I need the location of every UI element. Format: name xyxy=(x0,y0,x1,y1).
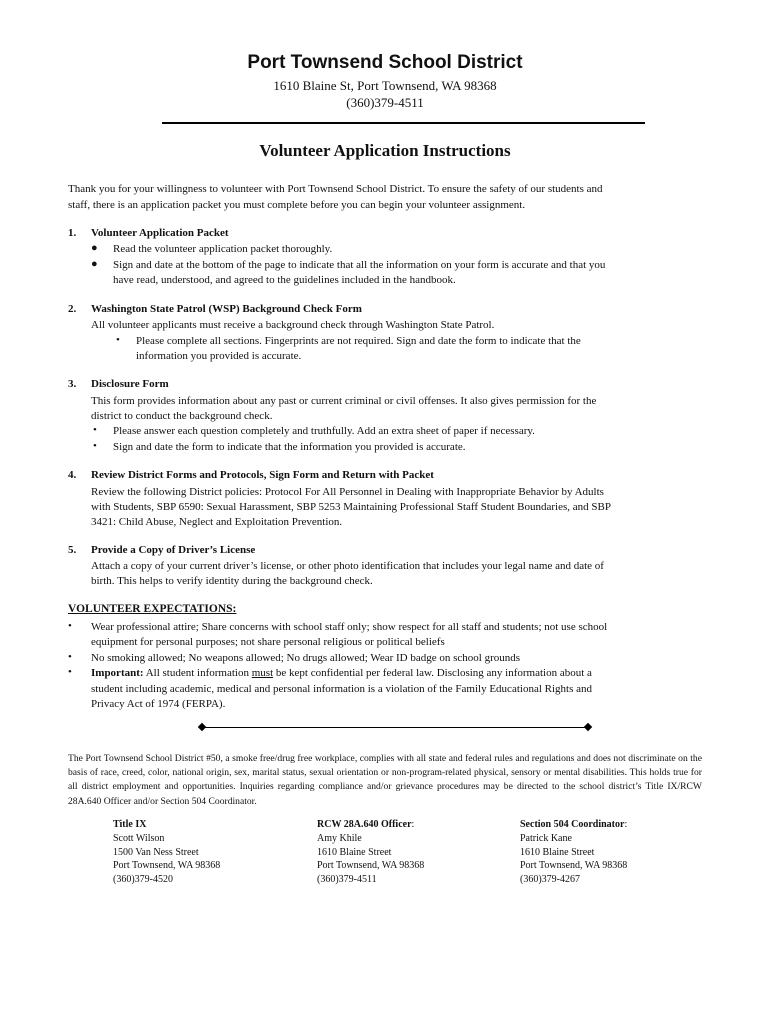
contact-street: 1610 Blaine Street xyxy=(520,846,595,858)
diamond-icon xyxy=(584,723,592,731)
section-4-body-1: Review the following District policies: Protocol For All Personnel in Dealing with Inappropriate Behavior by Adults xyxy=(91,486,604,498)
expectation-1: Wear professional attire; Share concerns with school staff only; show respect for all staff and students; not use school xyxy=(91,621,608,633)
contact-phone: (360)379-4520 xyxy=(113,874,173,886)
contact-name: Patrick Kane xyxy=(520,832,572,844)
section-3-bullet-2: Sign and date the form to indicate that the information you provided is accurate. xyxy=(113,441,466,453)
page-title: Volunteer Application Instructions xyxy=(259,141,511,160)
expectation-3-cont-1: student including academic, medical and personal information is a violation of the Family Educational Rights and xyxy=(91,683,592,695)
section-1-bullet-2: Sign and date at the bottom of the page to indicate that all the information on your form is accurate and that you xyxy=(113,259,606,271)
section-2-body: All volunteer applicants must receive a background check through Washington State Patrol. xyxy=(91,319,495,331)
intro-line-2: staff, there is an application packet you must complete before you can begin your volunteer assignment. xyxy=(68,199,526,211)
section-3-heading: Disclosure Form xyxy=(91,378,169,390)
section-5-heading: Provide a Copy of Driver’s License xyxy=(91,544,256,556)
section-1-number: 1. xyxy=(68,227,77,239)
section-5-body-2: birth. This helps to verify identity during the background check. xyxy=(91,575,373,587)
bullet-icon: ● xyxy=(91,258,98,270)
contact-name: Amy Khile xyxy=(317,832,362,844)
section-4-number: 4. xyxy=(68,469,77,481)
bullet-icon: • xyxy=(116,334,120,346)
contact-title: Section 504 Coordinator: xyxy=(520,819,628,830)
section-5-number: 5. xyxy=(68,544,77,556)
intro-line-1: Thank you for your willingness to volunteer with Port Townsend School District. To ensure the safety of our students and xyxy=(68,183,603,195)
section-1-bullet-1: Read the volunteer application packet thoroughly. xyxy=(113,243,333,255)
district-address: 1610 Blaine St, Port Townsend, WA 98368 xyxy=(273,78,497,93)
expectations-heading: VOLUNTEER EXPECTATIONS: xyxy=(68,603,237,615)
bullet-icon: • xyxy=(68,651,72,663)
contact-phone: (360)379-4267 xyxy=(520,874,580,886)
district-phone: (360)379-4511 xyxy=(346,95,424,110)
contact-section-504 xyxy=(520,818,627,887)
contact-title: Title IX xyxy=(113,819,147,830)
district-name: Port Townsend School District xyxy=(247,52,523,73)
expectation-1-cont: equipment for personal purposes; not share personal religious or political beliefs xyxy=(91,636,445,648)
contact-street: 1610 Blaine Street xyxy=(317,846,392,858)
bullet-icon: • xyxy=(68,620,72,632)
section-2-number: 2. xyxy=(68,303,77,315)
nondiscrimination-notice: The Port Townsend School District #50, a smoke free/drug free workplace, complies with all state and federal rules and regulations and does not discriminate on the basis of race, creed, color, national origin, sex, marital status, sexual orientation or non-program-related physical, sensory or mental disabilities. This holds true for all district employment and opportunities. Inquiries regarding compliance and/or grievance procedures may be directed to the school district’s Title IX/RCW 28A.640 Officer and/or Section 504 Coordinator. xyxy=(68,753,702,807)
contact-city: Port Townsend, WA 98368 xyxy=(317,860,425,872)
section-4-body-2: with Students, SBP 6590: Sexual Harassment, SBP 5253 Maintaining Professional Staff Student Boundaries, and SBP xyxy=(91,501,611,513)
bullet-icon: • xyxy=(93,424,97,436)
section-divider xyxy=(202,727,588,728)
contact-title-ix xyxy=(113,818,220,887)
section-3-number: 3. xyxy=(68,378,77,390)
section-3-body-2: district to conduct the background check. xyxy=(91,410,273,422)
section-1-bullet-2-cont: have read, understood, and agreed to the guidelines included in the handbook. xyxy=(113,274,456,286)
contact-city: Port Townsend, WA 98368 xyxy=(520,860,628,872)
expectation-3: Important: All student information must be kept confidential per federal law. Disclosing any information about a xyxy=(91,667,592,679)
section-1-heading: Volunteer Application Packet xyxy=(91,227,229,239)
expectation-2: No smoking allowed; No weapons allowed; No drugs allowed; Wear ID badge on school grounds xyxy=(91,652,521,664)
section-3-body-1: This form provides information about any past or current criminal or civil offenses. It also gives permission for the xyxy=(91,395,597,407)
bullet-icon: ● xyxy=(91,242,98,254)
header-rule xyxy=(162,122,645,124)
section-2-heading: Washington State Patrol (WSP) Background Check Form xyxy=(91,303,362,315)
contact-city: Port Townsend, WA 98368 xyxy=(113,860,221,872)
bullet-icon: • xyxy=(93,440,97,452)
expectation-3-cont-2: Privacy Act of 1974 (FERPA). xyxy=(91,698,226,710)
contact-title: RCW 28A.640 Officer: xyxy=(317,819,415,830)
contact-rcw-officer xyxy=(317,818,424,887)
section-4-heading: Review District Forms and Protocols, Sign Form and Return with Packet xyxy=(91,469,434,481)
bullet-icon: • xyxy=(68,666,72,678)
section-5-body-1: Attach a copy of your current driver’s license, or other photo identification that includes your legal name and date of xyxy=(91,560,604,572)
contact-phone: (360)379-4511 xyxy=(317,874,377,886)
section-3-bullet-1: Please answer each question completely and truthfully. Add an extra sheet of paper if necessary. xyxy=(113,425,535,437)
contact-street: 1500 Van Ness Street xyxy=(113,846,199,858)
section-2-bullet-1: Please complete all sections. Fingerprints are not required. Sign and date the form to indicate that the xyxy=(136,335,581,347)
section-2-bullet-1-cont: information you provided is accurate. xyxy=(136,350,302,362)
section-4-body-3: 3421: Child Abuse, Neglect and Exploitation Prevention. xyxy=(91,516,343,528)
contact-name: Scott Wilson xyxy=(113,832,165,844)
